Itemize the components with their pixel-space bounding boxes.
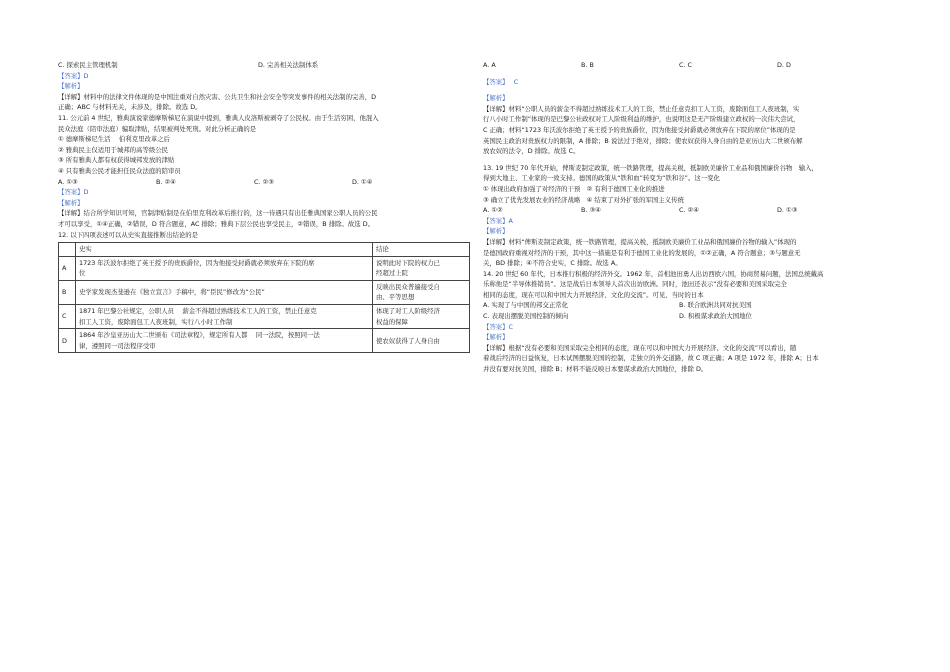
q11-stem-line: 11. 公元前 4 世纪，雅典演说家德摩斯梯尼在演说中提到，雅典人皮洛斯被剥夺了公民权。由于生活穷困，他混入 — [58, 113, 379, 122]
q14-stem-line: 14. 20 世纪 60 年代，日本推行积极的经济外交。1962 年，首相池田勇人出访西欧六国，协商贸易问题，法国总统戴高 — [483, 269, 824, 278]
q12-option-b: B. B — [581, 61, 594, 69]
q11-option-b: B. ②④ — [156, 177, 176, 186]
q13-answer: 【答案】A — [483, 216, 513, 225]
q13-explanation-line: 关，BD 排除；④不符合史实，C 排除。故选 A。 — [483, 259, 622, 268]
q11-answer: 【答案】D — [58, 188, 89, 197]
q11-statement-3: ③ 所有雅典人都有权获得城邦发放的津贴 — [58, 156, 175, 165]
q11-option-d: D. ①④ — [352, 177, 373, 186]
q13-option-a: A. ①② — [483, 206, 503, 215]
q13-stem-line: 13. 19 世纪 70 年代开始，俾斯麦制定政策，统一铁路管理，提高关税，抵制欧美廉价工业品和俄国廉价谷物 输入， — [483, 163, 818, 172]
q12-analysis-heading: 【解析】 — [483, 94, 509, 103]
row-label: B — [59, 280, 76, 304]
q11-statement-4: ④ 只有雅典公民才能担任民众法庭的陪审员 — [58, 166, 181, 175]
q10-explanation-line: 【详解】材料中的法律文件体现的是中国注重对自然灾害、公共卫生和社会安全等突发事件的相关法制的完善，D — [58, 92, 377, 101]
q12-stem: 12. 以下四项表述可以从史实直接推断出结论的是 — [58, 230, 199, 239]
q12-option-c: C. C — [679, 61, 692, 69]
q11-statement-1: ① 德摩斯梯尼生活 伯利克里改革之后 — [58, 135, 171, 144]
q10-analysis-heading: 【解析】 — [58, 82, 84, 91]
row-label: C — [59, 305, 76, 329]
q10-explanation-line: 正确；ABC 与材料无关，未涉及，排除。故选 D。 — [58, 103, 202, 112]
q10-answer: 【答案】D — [58, 71, 89, 80]
q12-option-a: A. A — [483, 61, 496, 69]
q12-explanation-line: 英国民主政治对贵族权力的限制，A 排除；B 说法过于绝对，排除；使农奴获得人身自由的是亚历山大二世颁布解 — [483, 136, 803, 145]
q12-answer: 【答案】 C — [483, 77, 519, 86]
table-row — [59, 280, 470, 304]
q14-explanation-line: 并没有要对抗美国，排除 B；材料不能反映日本要谋求政治大国地位，排除 D。 — [483, 365, 708, 374]
row-conclusion: 体现了对工人阶级经济 权益的保障 — [373, 305, 470, 329]
q14-stem-line: 相同的态度，现在可以和中国大力开展经济、文化的交流”。可见，当时的日本 — [483, 290, 704, 299]
q10-option-d: D. 完善相关法制体系 — [258, 61, 319, 69]
q11-options — [58, 177, 470, 188]
right-column — [483, 60, 895, 375]
q14-option-b: B. 联合欧洲共同对抗美国 — [679, 301, 752, 310]
q12-options — [483, 60, 895, 71]
row-conclusion: 反映出民众普遍接受自 由、平等思想 — [373, 280, 470, 304]
table-header-row — [59, 243, 470, 257]
q13-explanation-line: 【详解】材料“俾斯麦制定政策，统一铁路管理，提高关税，抵制欧美廉价工业品和俄国廉价谷物的输入”体现的 — [483, 237, 797, 246]
q12-explanation-line: C 正确；材料“1723 年沃波尔拒绝了英王授予的贵族爵位，因为他接受封爵就必须放弃在下院的席位”体现的是 — [483, 125, 796, 134]
q13-option-b: B. ③④ — [581, 206, 601, 215]
q11-explanation-line: 【详解】结合所学知识可知，官制津贴制是在伯里克利改革后推行的，这一待遇只有出任雅典国家公职人员的公民 — [58, 209, 378, 218]
row-fact: 1871 年巴黎公社规定，公职人员 薪金不得超过熟练技术工人的工资，禁止任意克 扣工人工资，废除面包工人夜班制，实行八小时工作制 — [76, 305, 373, 329]
row-label: D — [59, 329, 76, 353]
q12-history-table — [58, 242, 470, 353]
row-conclusion: 使农奴获得了人身自由 — [373, 329, 470, 353]
table-row — [59, 329, 470, 353]
q14-options-ab — [483, 300, 895, 311]
q12-explanation-line: 【详解】材料“公职人员的薪金不得超过熟练技术工人的工资，禁止任意克扣工人工资，废除面包工人夜班制，实 — [483, 104, 800, 113]
q14-option-a: A. 实现了与中国的邦交正常化 — [483, 301, 569, 310]
q13-statements-12: ① 体现出政府加强了对经济的干预 ② 有利于德国工业化的推进 — [483, 184, 665, 193]
q13-option-c: C. ②④ — [679, 206, 699, 215]
q11-statement-2: ② 雅典民主仅适用于城邦的高等级公民 — [58, 145, 169, 154]
q14-explanation-line: 着战后经济的日益恢复，日本试图摆脱美国的控制，走独立的外交道路，故 C 项正确；A 项是 1972 年，排除 A；日本 — [483, 354, 819, 363]
row-conclusion: 说明此时下院的权力已 经超过上院 — [373, 256, 470, 280]
table-header-fact: 史实 — [76, 243, 373, 257]
q14-option-c: C. 表现出摆脱美国控制的倾向 — [483, 312, 569, 321]
q11-option-c: C. ②③ — [254, 177, 274, 186]
q13-options — [483, 205, 895, 216]
q10-option-c: C. 探索民主管理机制 — [58, 61, 118, 69]
q11-explanation-line: 才可以享受，①④正确，②错误，D 符合题意，AC 排除；雅典下层公民也享受民主，②错误，B 排除。故选 D。 — [58, 219, 375, 228]
left-column — [58, 60, 470, 353]
row-fact: 史学家发现杰斐逊在《独立宣言》手稿中，将“臣民”修改为“公民” — [76, 280, 373, 304]
q13-explanation-line: 是德国政府重视对经济的干预，其中这一措施是有利于德国工业化的发展的，①②正确，A 符合题意；③与题意无 — [483, 248, 801, 257]
q11-stem-line: 民众法庭（陪审法庭）骗取津贴，结果被判处死刑。对此分析正确的是 — [58, 124, 257, 133]
table-header-conclusion: 结论 — [373, 243, 470, 257]
q13-analysis-heading: 【解析】 — [483, 227, 509, 236]
q10-options-cd — [58, 60, 470, 71]
q14-stem-line: 乐称他是“半导体推销员”。这是战后日本领导人首次出访欧洲。同时，池田还表示“没有必要和美国采取完全 — [483, 280, 787, 289]
q14-explanation-line: 【详解】根据“没有必要和美国采取完全相同的态度，现在可以和中国大力开展经济、文化的交流”可以看出，随 — [483, 343, 797, 352]
q13-statements-34: ③ 确立了优先发展农业的经济战略 ④ 结束了对外扩张的军国主义传统 — [483, 195, 684, 204]
q12-option-d: D. D — [777, 61, 791, 69]
table-row — [59, 256, 470, 280]
q13-stem-line: 得到大地主、工业家的一致支持。德国的政策从“铁和血”转变为“铁和谷”。这一变化 — [483, 174, 720, 183]
q14-option-d: D. 积极谋求政治大国地位 — [679, 312, 752, 321]
table-row — [59, 305, 470, 329]
q11-option-a: A. ①③ — [58, 177, 78, 186]
q12-explanation-line: 放农奴的法令，D 排除。故选 C。 — [483, 147, 580, 156]
row-fact: 1723 年沃波尔拒绝了英王授予的贵族爵位，因为他接受封爵就必须放弃在下院的席 位 — [76, 256, 373, 280]
row-label: A — [59, 256, 76, 280]
q12-explanation-line: 行八小时工作制”体现的是巴黎公社政权对工人阶级利益的维护，也说明这是无产阶级建立政权的一次伟大尝试， — [483, 115, 800, 124]
q14-analysis-heading: 【解析】 — [483, 333, 509, 342]
q11-analysis-heading: 【解析】 — [58, 198, 84, 207]
q13-option-d: D. ①③ — [777, 206, 798, 215]
q14-options-cd — [483, 311, 895, 322]
q14-answer: 【答案】C — [483, 322, 514, 331]
row-fact: 1864 年沙皇亚历山大二世颁布《司法章程》，规定所有人都 同一法院，按照同一法 律，遵照同一司法程序受审 — [76, 329, 373, 353]
